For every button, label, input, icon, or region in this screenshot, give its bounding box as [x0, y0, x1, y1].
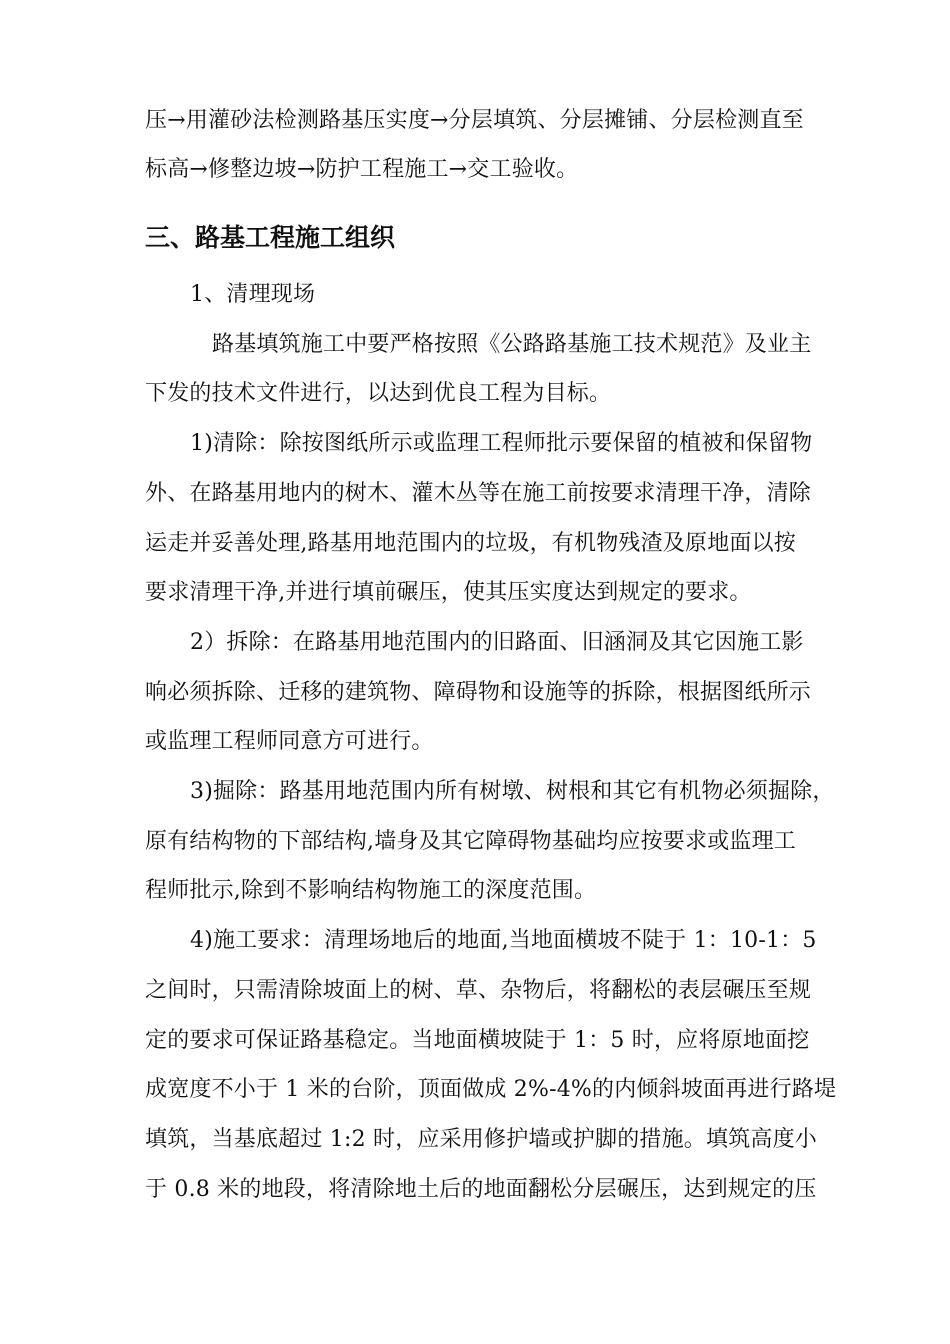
item-3-line-3: 程师批示,除到不影响结构物施工的深度范围。	[145, 878, 597, 903]
item-4-line-1: 4)施工要求：清理场地后的地面,当地面横坡不陡于 1：10-1：5	[190, 928, 817, 953]
section-heading: 三、路基工程施工组织	[145, 223, 396, 252]
item-2-line-1: 2）拆除：在路基用地范围内的旧路面、旧涵洞及其它因施工影	[190, 630, 804, 655]
item-2-line-2: 响必须拆除、迁移的建筑物、障碍物和设施等的拆除，根据图纸所示	[145, 680, 812, 705]
item-1-line-3: 运走并妥善处理,路基用地范围内的垃圾，有机物残渣及原地面以按	[145, 531, 796, 556]
para-main-line-1: 路基填筑施工中要严格按照《公路路基施工技术规范》及业主	[212, 332, 812, 357]
subheading-clear-site: 1、清理现场	[190, 282, 316, 307]
item-4-line-4: 成宽度不小于 1 米的台阶，顶面做成 2%-4%的内倾斜坡面再进行路堤	[145, 1077, 837, 1102]
item-2-line-3: 或监理工程师同意方可进行。	[145, 729, 434, 754]
item-1-line-1: 1)清除：除按图纸所示或监理工程师批示要保留的植被和保留物	[190, 431, 813, 456]
item-3-line-2: 原有结构物的下部结构,墙身及其它障碍物基础均应按要求或监理工	[145, 829, 796, 854]
item-4-line-2: 之间时，只需清除坡面上的树、草、杂物后，将翻松的表层碾压至规	[145, 978, 812, 1003]
item-4-line-5: 填筑，当基底超过 1:2 时，应采用修护墙或护脚的措施。填筑高度小	[145, 1127, 817, 1152]
item-4-line-6: 于 0.8 米的地段，将清除地土后的地面翻松分层碾压，达到规定的压	[145, 1177, 817, 1202]
para-main-line-2: 下发的技术文件进行，以达到优良工程为目标。	[145, 381, 612, 406]
intro-line-1: 压→用灌砂法检测路基压实度→分层填筑、分层摊铺、分层检测直至	[145, 108, 804, 133]
item-3-line-1: 3)掘除：路基用地范围内所有树墩、树根和其它有机物必须掘除，	[190, 779, 835, 804]
item-1-line-4: 要求清理干净,并进行填前碾压，使其压实度达到规定的要求。	[145, 580, 752, 605]
item-1-line-2: 外、在路基用地内的树木、灌木丛等在施工前按要求清理干净，清除	[145, 481, 812, 506]
intro-line-2: 标高→修整边坡→防护工程施工→交工验收。	[145, 157, 579, 182]
item-4-line-3: 定的要求可保证路基稳定。当地面横坡陡于 1：5 时，应将原地面挖	[145, 1028, 810, 1053]
